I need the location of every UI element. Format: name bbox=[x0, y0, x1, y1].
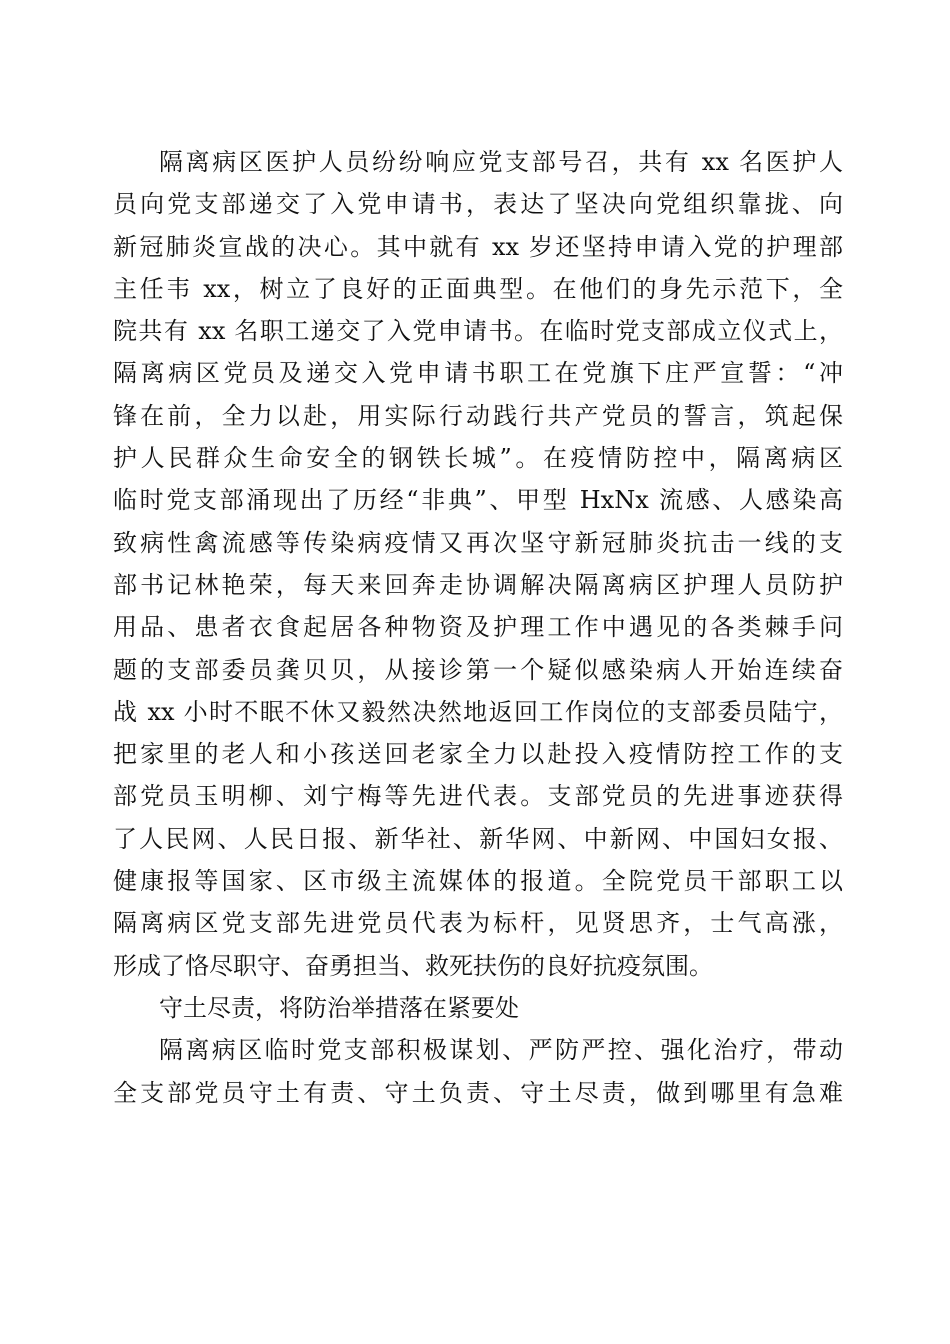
text-line: 用品、患者衣食起居各种物资及护理工作中遇见的各类棘手问 bbox=[113, 613, 843, 642]
text-line: 隔离病区党员及递交入党申请书职工在党旗下庄严宣誓：“冲 bbox=[113, 359, 843, 388]
text-line: 把家里的老人和小孩送回老家全力以赴投入疫情防控工作的支 bbox=[113, 740, 843, 769]
heading-line: 守土尽责，将防治举措落在紧要处 bbox=[159, 993, 519, 1022]
text-line: 隔离病区临时党支部积极谋划、严防严控、强化治疗，带动 bbox=[159, 1036, 843, 1065]
text-line: 致病性禽流感等传染病疫情又再次坚守新冠肺炎抗击一线的支 bbox=[113, 528, 843, 557]
paragraph-prevention-measures bbox=[113, 1029, 843, 1114]
text-line: 新冠肺炎宣战的决心。其中就有 xx 岁还坚持申请入党的护理部 bbox=[113, 232, 843, 261]
text-line: 部党员玉明柳、刘宁梅等先进代表。支部党员的先进事迹获得 bbox=[113, 782, 843, 811]
text-line: 院共有 xx 名职工递交了入党申请书。在临时党支部成立仪式上， bbox=[113, 317, 843, 346]
text-line: 形成了恪尽职守、奋勇担当、救死扶伤的良好抗疫氛围。 bbox=[113, 951, 713, 980]
text-line: 隔离病区医护人员纷纷响应党支部号召，共有 xx 名医护人 bbox=[159, 148, 843, 176]
text-line: 战 xx 小时不眠不休又毅然决然地返回工作岗位的支部委员陆宁， bbox=[113, 697, 843, 726]
text-line: 员向党支部递交了入党申请书，表达了坚决向党组织靠拢、向 bbox=[113, 190, 843, 219]
text-line: 部书记林艳荣，每天来回奔走协调解决隔离病区护理人员防护 bbox=[113, 570, 843, 599]
text-line: 护人民群众生命安全的钢铁长城”。在疫情防控中，隔离病区 bbox=[113, 444, 843, 473]
text-line: 全支部党员守土有责、守土负责、守土尽责，做到哪里有急难 bbox=[113, 1078, 843, 1107]
text-line: 了人民网、人民日报、新华社、新华网、中新网、中国妇女报、 bbox=[113, 824, 843, 853]
text-line: 健康报等国家、区市级主流媒体的报道。全院党员干部职工以 bbox=[113, 867, 843, 896]
text-line: 锋在前，全力以赴，用实际行动践行共产党员的誓言，筑起保 bbox=[113, 401, 843, 430]
text-line: 临时党支部涌现出了历经“非典”、甲型 HxNx 流感、人感染高 bbox=[113, 486, 843, 515]
section-heading bbox=[113, 987, 843, 1029]
document-body bbox=[113, 141, 843, 1114]
paragraph-party-members bbox=[113, 141, 843, 987]
text-line: 隔离病区党支部先进党员代表为标杆，见贤思齐，士气高涨， bbox=[113, 909, 843, 938]
text-line: 主任韦 xx，树立了良好的正面典型。在他们的身先示范下，全 bbox=[113, 274, 843, 303]
text-line: 题的支部委员龚贝贝，从接诊第一个疑似感染病人开始连续奋 bbox=[113, 655, 843, 684]
